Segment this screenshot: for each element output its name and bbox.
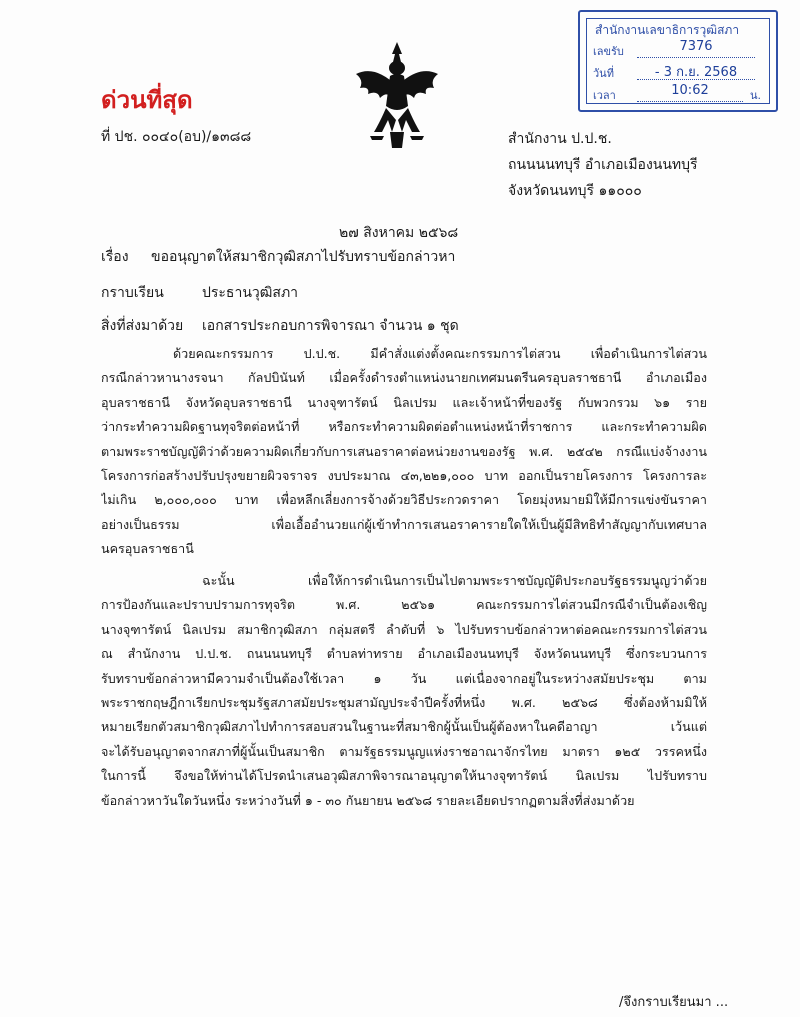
paragraph-line: อุบลราชธานี จังหวัดอุบลราชธานี นางจุฑารัตน์ นิลเปรม และเจ้าหน้าที่ของรัฐ กับพวกรวม ๖๑ ราย — [101, 394, 707, 410]
paragraph-line: ณ สำนักงาน ป.ป.ช. ถนนนนทบุรี ตำบลท่าทราย อำเภอเมืองนนทบุรี จังหวัดนนทบุรี ซึ่งกระบวนการ — [101, 646, 707, 662]
enclosure-row — [101, 315, 459, 337]
subject-label: เรื่อง — [101, 249, 129, 265]
stamp-number-row — [593, 39, 763, 59]
paragraph-line: จะได้รับอนุญาตจากสภาที่ผู้นั้นเป็นสมาชิก ตามรัฐธรรมนูญแห่งราชอาณาจักรไทย มาตรา ๑๒๕ วรรคหนึ่ง — [101, 743, 707, 759]
subject-text: ขออนุญาตให้สมาชิกวุฒิสภาไปรับทราบข้อกล่าวหา — [151, 249, 456, 265]
stamp-number-value: 7376 — [637, 39, 755, 58]
recipient-label: กราบเรียน — [101, 285, 164, 301]
recipient-row — [101, 282, 299, 304]
paragraph-line: พระราชกฤษฎีกาเรียกประชุมรัฐสภาสมัยประชุมสามัญประจำปีครั้งที่หนึ่ง พ.ศ. ๒๕๖๘ ซึ่งต้องห้ามมิให้ — [101, 695, 707, 711]
stamp-time-suffix: น. — [749, 89, 761, 102]
paragraph-line: หมายเรียกตัวสมาชิกวุฒิสภาไปทำการสอบสวนในฐานะที่สมาชิกผู้นั้นเป็นผู้ต้องหาในคดีอาญา เว้นแต่ — [101, 719, 707, 735]
stamp-date-value: - 3 ก.ย. 2568 — [637, 61, 755, 80]
address-line: จังหวัดนนทบุรี ๑๑๐๐๐ — [508, 183, 642, 199]
receipt-stamp — [578, 10, 778, 112]
urgency-label: ด่วนที่สุด — [101, 86, 193, 114]
paragraph-line: ฉะนั้น เพื่อให้การดำเนินการเป็นไปตามพระราชบัญญัติประกอบรัฐธรรมนูญว่าด้วย — [202, 573, 707, 588]
garuda-emblem-icon — [350, 36, 444, 156]
stamp-date-row — [593, 61, 763, 81]
paragraph-line: อย่างเป็นธรรม เพื่อเอื้ออำนวยแก่ผู้เข้าทำการเสนอราคารายใดให้เป็นผู้มีสิทธิทำสัญญากับเทศบาล — [101, 516, 707, 532]
enclosure-text: เอกสารประกอบการพิจารณา จำนวน ๑ ชุด — [202, 318, 459, 334]
stamp-frame — [586, 18, 770, 104]
paragraph-line: ในการนี้ จึงขอให้ท่านได้โปรดนำเสนอวุฒิสภาพิจารณาอนุญาตให้นางจุฑารัตน์ นิลเปรม ไปรับทราบ — [101, 768, 707, 784]
address-line: ถนนนนทบุรี อำเภอเมืองนนทบุรี — [508, 157, 698, 173]
reference-number: ที่ ปช. ๐๐๔๐(อบ)/๑๓๘๘ — [101, 129, 252, 145]
paragraph-line: นางจุฑารัตน์ นิลเปรม สมาชิกวุฒิสภา กลุ่มสตรี ลำดับที่ ๖ ไปรับทราบข้อกล่าวหาต่อคณะกรรมการไต่สวน — [101, 621, 707, 637]
stamp-time-row — [593, 83, 763, 103]
subject-row — [101, 246, 456, 268]
recipient-text: ประธานวุฒิสภา — [202, 285, 299, 301]
paragraph-line: กรณีกล่าวหานางรจนา กัลปบินันท์ เมื่อครั้งดำรงตำแหน่งนายกเทศมนตรีนครอุบลราชธานี อำเภอเมือง — [101, 370, 707, 386]
paragraph-line: ข้อกล่าวหาวันใดวันหนึ่ง ระหว่างวันที่ ๑ - ๓๐ กันยายน ๒๕๖๘ รายละเอียดปรากฏตามสิ่งที่ส่งมาด้วย — [101, 792, 635, 808]
sender-address — [508, 126, 698, 204]
letter-date: ๒๗ สิงหาคม ๒๕๖๘ — [339, 225, 459, 241]
stamp-time-value: 10:62 — [637, 83, 743, 102]
stamp-office: สำนักงานเลขาธิการวุฒิสภา — [595, 23, 740, 37]
paragraph-line: ด้วยคณะกรรมการ ป.ป.ช. มีคำสั่งแต่งตั้งคณะกรรมการไต่สวน เพื่อดำเนินการไต่สวน — [173, 346, 707, 361]
paragraph-line: ว่ากระทำความผิดฐานทุจริตต่อหน้าที่ หรือกระทำความผิดต่อตำแหน่งหน้าที่ราชการ และกระทำความผิด — [101, 419, 707, 435]
paragraph-line: ตามพระราชบัญญัติว่าด้วยความผิดเกี่ยวกับการเสนอราคาต่อหน่วยงานของรัฐ พ.ศ. ๒๕๔๒ กรณีแบ่งจ้างงาน — [101, 443, 707, 459]
paragraph-line: ไม่เกิน ๒,๐๐๐,๐๐๐ บาท เพื่อหลีกเลี่ยงการจ้างด้วยวิธีประกวดราคา โดยมุ่งหมายมิให้มีการแข่งขันราคา — [101, 492, 707, 508]
paragraph-line: โครงการก่อสร้างปรับปรุงขยายผิวจราจร งบประมาณ ๔๓,๒๒๑,๐๐๐ บาท ออกเป็นรายโครงการ โครงการละ — [101, 468, 707, 484]
body-paragraph-2 — [101, 569, 707, 813]
paragraph-line: นครอุบลราชธานี — [101, 541, 194, 557]
paragraph-line: การป้องกันและปราบปรามการทุจริต พ.ศ. ๒๕๖๑ คณะกรรมการไต่สวนมีกรณีจำเป็นต้องเชิญ — [101, 597, 707, 613]
paragraph-line: รับทราบข้อกล่าวหามีความจำเป็นต้องใช้เวลา ๑ วัน แต่เนื่องจากอยู่ในระหว่างสมัยประชุม ตาม — [101, 670, 707, 686]
closing-continuation: /จึงกราบเรียนมา ... — [619, 995, 729, 1010]
stamp-number-label: เลขรับ — [593, 45, 624, 58]
stamp-date-label: วันที่ — [593, 67, 614, 80]
stamp-time-label: เวลา — [593, 89, 616, 102]
enclosure-label: สิ่งที่ส่งมาด้วย — [101, 318, 184, 334]
address-line: สำนักงาน ป.ป.ช. — [508, 131, 612, 147]
body-paragraph-1 — [101, 342, 707, 562]
